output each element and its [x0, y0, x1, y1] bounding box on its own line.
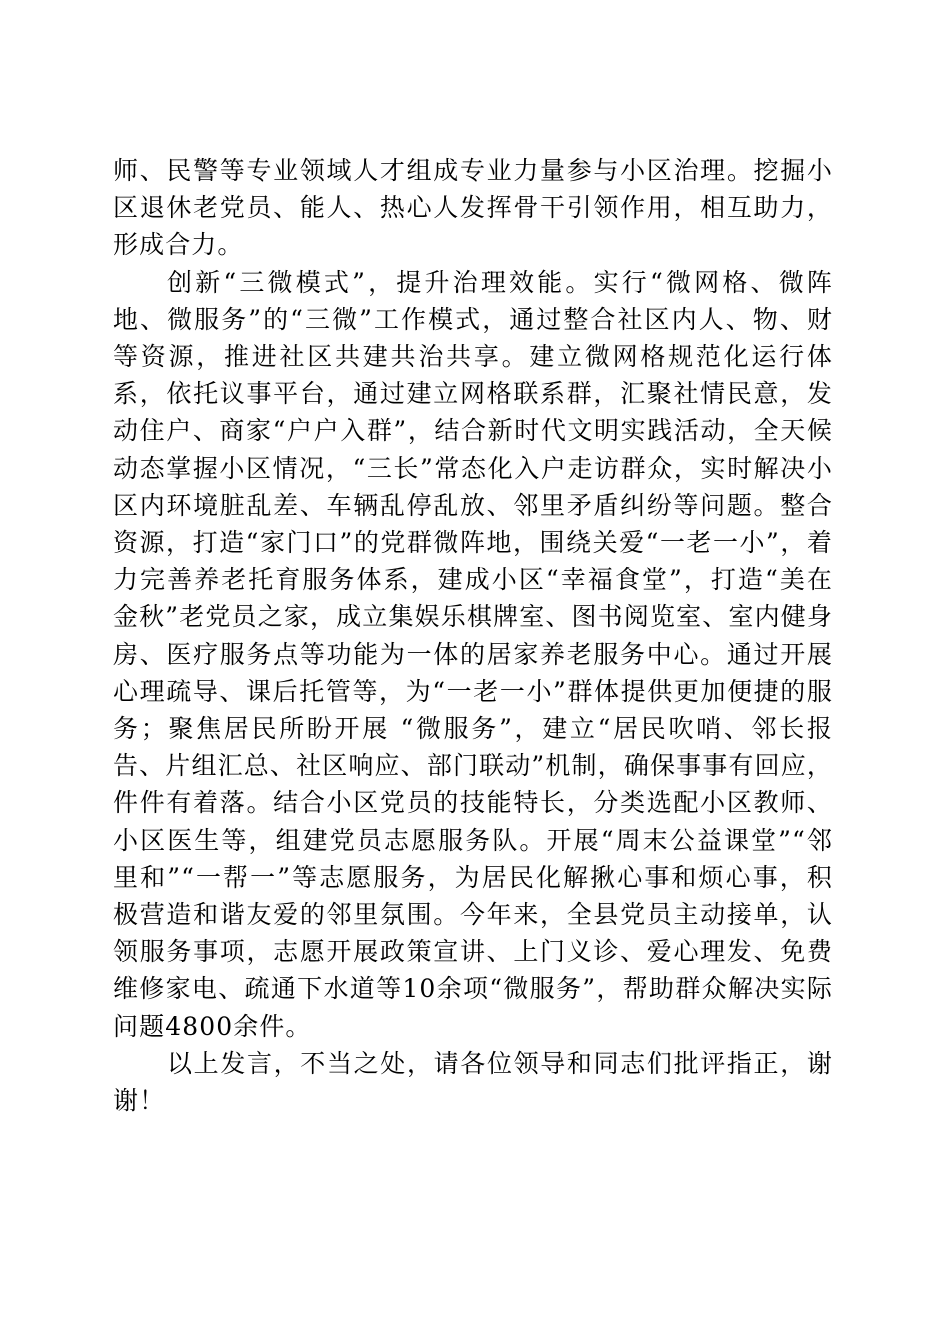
- document-body: [113, 152, 833, 1119]
- paragraph-closing-remarks: 以上发言，不当之处，请各位领导和同志们批评指正，谢谢！: [113, 1048, 833, 1116]
- paragraph-continuation: 师、民警等专业领域人才组成专业力量参与小区治理。挖掘小区退休老党员、能人、热心人发挥骨干引领作用，相互助力，形成合力。: [113, 156, 833, 260]
- paragraph-three-micro-model: 创新“三微模式”，提升治理效能。实行“微网格、微阵地、微服务”的“三微”工作模式，通过整合社区内人、物、财等资源，推进社区共建共治共享。建立微网格规范化运行体系，依托议事平台，通过建立网格联系群，汇聚社情民意，发动住户、商家“户户入群”，结合新时代文明实践活动，全天候动态掌握小区情况，“三长”常态化入户走访群众，实时解决小区内环境脏乱差、车辆乱停乱放、邻里矛盾纠纷等问题。整合资源，打造“家门口”的党群微阵地，围绕关爱“一老一小”，着力完善养老托育服务体系，建成小区“幸福食堂”，打造“美在金秋”老党员之家，成立集娱乐棋牌室、图书阅览室、室内健身房、医疗服务点等功能为一体的居家养老服务中心。通过开展心理疏导、课后托管等，为“一老一小”群体提供更加便捷的服务；聚焦居民所盼开展 “微服务”，建立“居民吹哨、邻长报告、片组汇总、社区响应、部门联动”机制，确保事事有回应，件件有着落。结合小区党员的技能特长，分类选配小区教师、小区医生等，组建党员志愿服务队。开展“周末公益课堂”“邻里和”“一帮一”等志愿服务，为居民化解揪心事和烦心事，积极营造和谐友爱的邻里氛围。今年来，全县党员主动接单，认领服务事项，志愿开展政策宣讲、上门义诊、爱心理发、免费维修家电、疏通下水道等10余项“微服务”，帮助群众解决实际问题4800余件。: [113, 267, 833, 1041]
